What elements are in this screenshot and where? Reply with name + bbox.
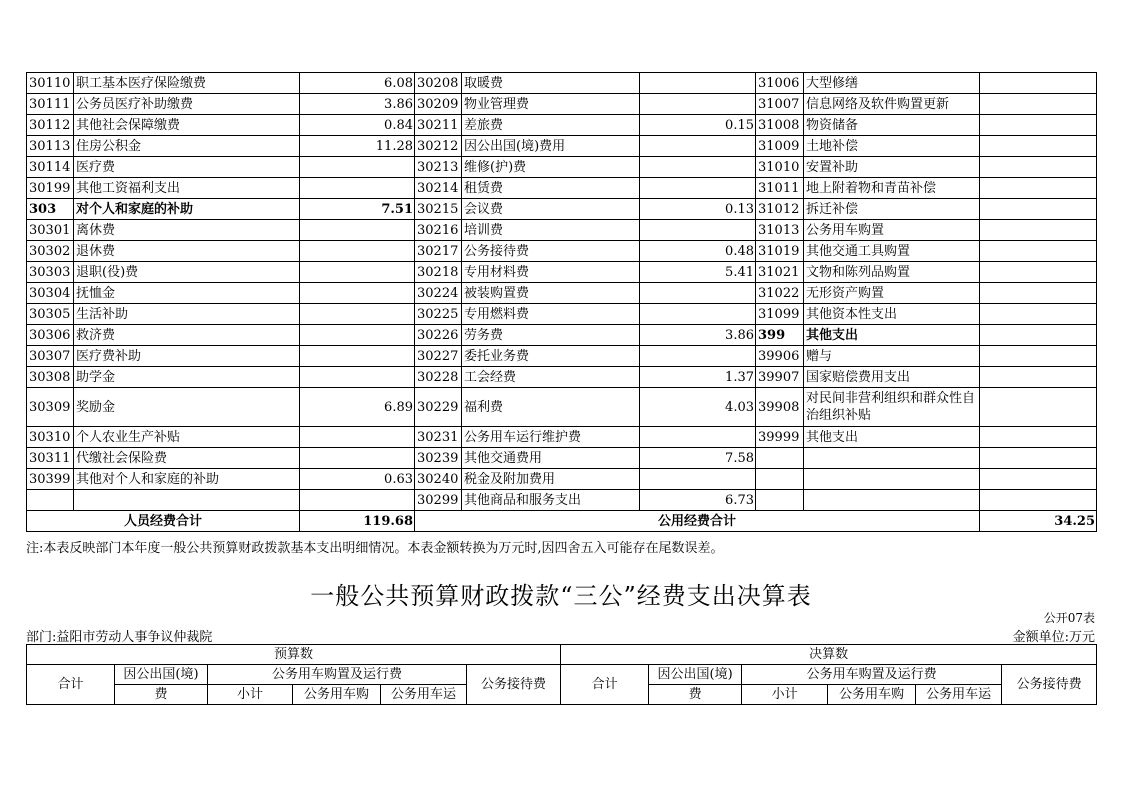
item-name-cell: 退休费 bbox=[74, 241, 300, 262]
item-code-cell: 30214 bbox=[415, 178, 462, 199]
item-code-cell: 30299 bbox=[415, 490, 462, 511]
item-name-cell: 医疗费 bbox=[74, 157, 300, 178]
item-amount-cell bbox=[640, 469, 756, 490]
item-amount-cell bbox=[980, 304, 1097, 325]
item-amount-cell bbox=[300, 241, 415, 262]
item-amount-cell bbox=[980, 157, 1097, 178]
item-name-cell: 工会经费 bbox=[462, 367, 640, 388]
item-amount-cell bbox=[640, 157, 756, 178]
item-code-cell: 30227 bbox=[415, 346, 462, 367]
item-code-cell: 30304 bbox=[27, 283, 74, 304]
item-code-cell: 30240 bbox=[415, 469, 462, 490]
item-name-cell: 无形资产购置 bbox=[804, 283, 980, 304]
item-amount-cell bbox=[300, 262, 415, 283]
empty-amount-cell bbox=[980, 448, 1097, 469]
item-name-cell: 医疗费补助 bbox=[74, 346, 300, 367]
item-amount-cell: 0.13 bbox=[640, 199, 756, 220]
item-code-cell: 30311 bbox=[27, 448, 74, 469]
table-row bbox=[27, 94, 1097, 115]
table-row bbox=[27, 73, 1097, 94]
item-name-cell: 助学金 bbox=[74, 367, 300, 388]
budget-vehicle-purchase-header: 公务用车购 bbox=[293, 685, 381, 705]
item-name-cell: 公务接待费 bbox=[462, 241, 640, 262]
item-code-cell: 30111 bbox=[27, 94, 74, 115]
item-amount-cell: 6.89 bbox=[300, 388, 415, 427]
final-total-header: 合计 bbox=[561, 665, 649, 705]
item-code-cell: 30303 bbox=[27, 262, 74, 283]
final-vehicle-purchase-header: 公务用车购 bbox=[828, 685, 916, 705]
item-amount-cell bbox=[980, 94, 1097, 115]
item-name-cell: 退职(役)费 bbox=[74, 262, 300, 283]
item-code-cell: 30229 bbox=[415, 388, 462, 427]
item-name-cell: 住房公积金 bbox=[74, 136, 300, 157]
table-row bbox=[27, 367, 1097, 388]
item-amount-cell: 0.63 bbox=[300, 469, 415, 490]
table-row bbox=[27, 262, 1097, 283]
item-code-cell: 30307 bbox=[27, 346, 74, 367]
item-code-cell: 30213 bbox=[415, 157, 462, 178]
item-amount-cell: 6.08 bbox=[300, 73, 415, 94]
item-amount-cell bbox=[300, 220, 415, 241]
item-name-cell: 会议费 bbox=[462, 199, 640, 220]
item-code-cell: 30215 bbox=[415, 199, 462, 220]
item-code-cell: 30226 bbox=[415, 325, 462, 346]
item-name-cell: 文物和陈列品购置 bbox=[804, 262, 980, 283]
item-amount-cell: 0.48 bbox=[640, 241, 756, 262]
basic-expenditure-detail-table bbox=[26, 72, 1097, 532]
item-name-cell: 被装购置费 bbox=[462, 283, 640, 304]
table-note: 注:本表反映部门本年度一般公共预算财政拨款基本支出明细情况。本表金额转换为万元时,因四舍五入可能存在尾数误差。 bbox=[26, 541, 724, 556]
item-name-cell: 土地补偿 bbox=[804, 136, 980, 157]
form-number: 公开07表 bbox=[1043, 611, 1095, 625]
item-amount-cell bbox=[300, 325, 415, 346]
item-name-cell bbox=[804, 469, 980, 490]
item-amount-cell: 7.51 bbox=[300, 199, 415, 220]
final-abroad-header-line1: 因公出国(境) bbox=[649, 665, 742, 685]
budget-abroad-header-line2: 费 bbox=[115, 685, 208, 705]
item-name-cell: 离休费 bbox=[74, 220, 300, 241]
item-amount-cell bbox=[300, 304, 415, 325]
item-name-cell: 其他交通工具购置 bbox=[804, 241, 980, 262]
item-name-cell: 公务用车运行维护费 bbox=[462, 427, 640, 448]
item-code-cell: 31019 bbox=[756, 241, 804, 262]
item-name-cell bbox=[74, 490, 300, 511]
item-code-cell: 39907 bbox=[756, 367, 804, 388]
item-amount-cell bbox=[640, 73, 756, 94]
item-name-cell: 其他社会保障缴费 bbox=[74, 115, 300, 136]
public-total-label: 公用经费合计 bbox=[415, 511, 980, 532]
item-name-cell: 因公出国(境)费用 bbox=[462, 136, 640, 157]
item-code-cell: 39999 bbox=[756, 427, 804, 448]
item-name-cell: 物资储备 bbox=[804, 115, 980, 136]
item-code-cell: 31009 bbox=[756, 136, 804, 157]
item-amount-cell bbox=[300, 448, 415, 469]
item-code-cell: 30306 bbox=[27, 325, 74, 346]
item-code-cell: 30305 bbox=[27, 304, 74, 325]
item-name-cell: 公务员医疗补助缴费 bbox=[74, 94, 300, 115]
item-name-cell: 委托业务费 bbox=[462, 346, 640, 367]
final-subtotal-header: 小计 bbox=[742, 685, 828, 705]
item-code-cell: 30225 bbox=[415, 304, 462, 325]
table-row bbox=[27, 469, 1097, 490]
item-amount-cell bbox=[640, 136, 756, 157]
item-amount-cell bbox=[300, 157, 415, 178]
item-amount-cell: 0.84 bbox=[300, 115, 415, 136]
table-row bbox=[27, 157, 1097, 178]
item-code-cell bbox=[756, 469, 804, 490]
department-label: 部门:益阳市劳动人事争议仲裁院 bbox=[26, 630, 213, 645]
item-code-cell: 30239 bbox=[415, 448, 462, 469]
table-row bbox=[27, 199, 1097, 220]
item-code-cell: 30217 bbox=[415, 241, 462, 262]
item-amount-cell: 7.58 bbox=[640, 448, 756, 469]
table-row bbox=[27, 427, 1097, 448]
item-code-cell: 31010 bbox=[756, 157, 804, 178]
item-code-cell: 30199 bbox=[27, 178, 74, 199]
total-row bbox=[27, 511, 1097, 532]
item-amount-cell bbox=[980, 199, 1097, 220]
item-amount-cell bbox=[980, 262, 1097, 283]
item-name-cell: 租赁费 bbox=[462, 178, 640, 199]
personnel-total-value: 119.68 bbox=[300, 511, 415, 532]
table-row bbox=[27, 178, 1097, 199]
item-amount-cell: 0.15 bbox=[640, 115, 756, 136]
three-public-expense-table bbox=[26, 644, 1097, 705]
table-row bbox=[27, 241, 1097, 262]
item-amount-cell bbox=[980, 220, 1097, 241]
empty-amount-cell bbox=[980, 469, 1097, 490]
item-amount-cell bbox=[980, 73, 1097, 94]
item-code-cell: 30302 bbox=[27, 241, 74, 262]
item-name-cell: 救济费 bbox=[74, 325, 300, 346]
item-amount-cell bbox=[300, 367, 415, 388]
item-amount-cell bbox=[640, 178, 756, 199]
item-amount-cell: 3.86 bbox=[640, 325, 756, 346]
item-amount-cell bbox=[640, 220, 756, 241]
item-amount-cell bbox=[980, 283, 1097, 304]
detail-table-body bbox=[27, 73, 1097, 532]
item-name-cell: 取暖费 bbox=[462, 73, 640, 94]
item-code-cell: 30231 bbox=[415, 427, 462, 448]
item-amount-cell bbox=[300, 178, 415, 199]
final-header: 决算数 bbox=[561, 645, 1097, 665]
item-name-cell: 个人农业生产补贴 bbox=[74, 427, 300, 448]
item-name-cell: 国家赔偿费用支出 bbox=[804, 367, 980, 388]
item-name-cell: 生活补助 bbox=[74, 304, 300, 325]
budget-abroad-header-line1: 因公出国(境) bbox=[115, 665, 208, 685]
item-amount-cell bbox=[300, 346, 415, 367]
item-amount-cell bbox=[640, 346, 756, 367]
item-amount-cell bbox=[980, 427, 1097, 448]
item-code-cell: 30114 bbox=[27, 157, 74, 178]
item-name-cell: 公务用车购置 bbox=[804, 220, 980, 241]
budget-subtotal-header: 小计 bbox=[208, 685, 293, 705]
personnel-total-label: 人员经费合计 bbox=[27, 511, 300, 532]
item-name-cell: 奖励金 bbox=[74, 388, 300, 427]
item-code-cell: 303 bbox=[27, 199, 74, 220]
item-name-cell: 福利费 bbox=[462, 388, 640, 427]
item-code-cell: 30399 bbox=[27, 469, 74, 490]
item-name-cell: 其他资本性支出 bbox=[804, 304, 980, 325]
item-name-cell: 其他交通费用 bbox=[462, 448, 640, 469]
item-code-cell: 31021 bbox=[756, 262, 804, 283]
empty-amount-cell bbox=[980, 490, 1097, 511]
item-code-cell: 30212 bbox=[415, 136, 462, 157]
item-code-cell: 31099 bbox=[756, 304, 804, 325]
item-amount-cell bbox=[980, 178, 1097, 199]
item-name-cell: 信息网络及软件购置更新 bbox=[804, 94, 980, 115]
table-row bbox=[27, 115, 1097, 136]
item-name-cell: 拆迁补偿 bbox=[804, 199, 980, 220]
item-amount-cell: 11.28 bbox=[300, 136, 415, 157]
item-amount-cell bbox=[980, 388, 1097, 427]
budget-vehicle-header: 公务用车购置及运行费 bbox=[208, 665, 467, 685]
item-amount-cell bbox=[980, 241, 1097, 262]
item-amount-cell: 4.03 bbox=[640, 388, 756, 427]
item-name-cell: 劳务费 bbox=[462, 325, 640, 346]
item-code-cell: 30112 bbox=[27, 115, 74, 136]
item-name-cell: 其他商品和服务支出 bbox=[462, 490, 640, 511]
item-amount-cell bbox=[640, 304, 756, 325]
item-name-cell: 赠与 bbox=[804, 346, 980, 367]
table-row bbox=[27, 388, 1097, 427]
item-amount-cell bbox=[980, 367, 1097, 388]
table-row bbox=[27, 304, 1097, 325]
item-code-cell: 31011 bbox=[756, 178, 804, 199]
item-name-cell: 物业管理费 bbox=[462, 94, 640, 115]
item-amount-cell bbox=[640, 283, 756, 304]
final-abroad-header-line2: 费 bbox=[649, 685, 742, 705]
budget-reception-header: 公务接待费 bbox=[467, 665, 561, 705]
table-row bbox=[27, 346, 1097, 367]
item-code-cell: 30301 bbox=[27, 220, 74, 241]
item-name-cell: 对个人和家庭的补助 bbox=[74, 199, 300, 220]
item-code-cell: 39908 bbox=[756, 388, 804, 427]
item-code-cell: 30224 bbox=[415, 283, 462, 304]
item-name-cell: 专用燃料费 bbox=[462, 304, 640, 325]
item-code-cell: 30310 bbox=[27, 427, 74, 448]
item-code-cell: 31008 bbox=[756, 115, 804, 136]
item-name-cell: 培训费 bbox=[462, 220, 640, 241]
item-name-cell: 专用材料费 bbox=[462, 262, 640, 283]
item-name-cell bbox=[804, 448, 980, 469]
item-code-cell: 30211 bbox=[415, 115, 462, 136]
item-code-cell bbox=[756, 490, 804, 511]
item-code-cell bbox=[756, 448, 804, 469]
table-row bbox=[27, 490, 1097, 511]
public-total-value: 34.25 bbox=[980, 511, 1097, 532]
item-name-cell bbox=[804, 490, 980, 511]
item-amount-cell bbox=[640, 94, 756, 115]
final-reception-header: 公务接待费 bbox=[1002, 665, 1097, 705]
item-code-cell: 31013 bbox=[756, 220, 804, 241]
budget-total-header: 合计 bbox=[27, 665, 115, 705]
item-code-cell: 31007 bbox=[756, 94, 804, 115]
table-row bbox=[27, 220, 1097, 241]
item-amount-cell: 6.73 bbox=[640, 490, 756, 511]
item-name-cell: 抚恤金 bbox=[74, 283, 300, 304]
item-code-cell: 39906 bbox=[756, 346, 804, 367]
item-name-cell: 安置补助 bbox=[804, 157, 980, 178]
item-name-cell: 税金及附加费用 bbox=[462, 469, 640, 490]
item-code-cell: 399 bbox=[756, 325, 804, 346]
item-name-cell: 其他支出 bbox=[804, 325, 980, 346]
amount-unit-label: 金额单位:万元 bbox=[1012, 630, 1095, 645]
item-name-cell: 其他支出 bbox=[804, 427, 980, 448]
item-name-cell: 维修(护)费 bbox=[462, 157, 640, 178]
item-code-cell: 30208 bbox=[415, 73, 462, 94]
item-amount-cell bbox=[980, 136, 1097, 157]
final-vehicle-running-header: 公务用车运 bbox=[916, 685, 1002, 705]
item-name-cell: 代缴社会保险费 bbox=[74, 448, 300, 469]
item-code-cell: 30218 bbox=[415, 262, 462, 283]
item-name-cell: 差旅费 bbox=[462, 115, 640, 136]
item-code-cell: 30228 bbox=[415, 367, 462, 388]
item-code-cell: 30209 bbox=[415, 94, 462, 115]
item-amount-cell: 1.37 bbox=[640, 367, 756, 388]
budget-header: 预算数 bbox=[27, 645, 561, 665]
table-row bbox=[27, 448, 1097, 469]
item-amount-cell: 3.86 bbox=[300, 94, 415, 115]
item-amount-cell bbox=[980, 115, 1097, 136]
item-amount-cell bbox=[980, 325, 1097, 346]
item-code-cell bbox=[27, 490, 74, 511]
item-code-cell: 30113 bbox=[27, 136, 74, 157]
item-code-cell: 30309 bbox=[27, 388, 74, 427]
item-name-cell: 地上附着物和青苗补偿 bbox=[804, 178, 980, 199]
page-title: 一般公共预算财政拨款“三公”经费支出决算表 bbox=[310, 582, 812, 610]
item-name-cell: 其他对个人和家庭的补助 bbox=[74, 469, 300, 490]
item-code-cell: 30308 bbox=[27, 367, 74, 388]
item-name-cell: 对民间非营利组织和群众性自治组织补贴 bbox=[804, 388, 980, 427]
item-code-cell: 31022 bbox=[756, 283, 804, 304]
item-name-cell: 职工基本医疗保险缴费 bbox=[74, 73, 300, 94]
table-row bbox=[27, 325, 1097, 346]
item-amount-cell bbox=[300, 427, 415, 448]
item-amount-cell bbox=[640, 427, 756, 448]
item-code-cell: 31006 bbox=[756, 73, 804, 94]
budget-vehicle-running-header: 公务用车运 bbox=[381, 685, 467, 705]
item-amount-cell bbox=[300, 283, 415, 304]
item-code-cell: 31012 bbox=[756, 199, 804, 220]
item-name-cell: 其他工资福利支出 bbox=[74, 178, 300, 199]
item-amount-cell: 5.41 bbox=[640, 262, 756, 283]
item-amount-cell bbox=[300, 490, 415, 511]
final-vehicle-header: 公务用车购置及运行费 bbox=[742, 665, 1002, 685]
table-row bbox=[27, 283, 1097, 304]
item-code-cell: 30216 bbox=[415, 220, 462, 241]
table-row bbox=[27, 136, 1097, 157]
item-code-cell: 30110 bbox=[27, 73, 74, 94]
item-amount-cell bbox=[980, 346, 1097, 367]
item-name-cell: 大型修缮 bbox=[804, 73, 980, 94]
